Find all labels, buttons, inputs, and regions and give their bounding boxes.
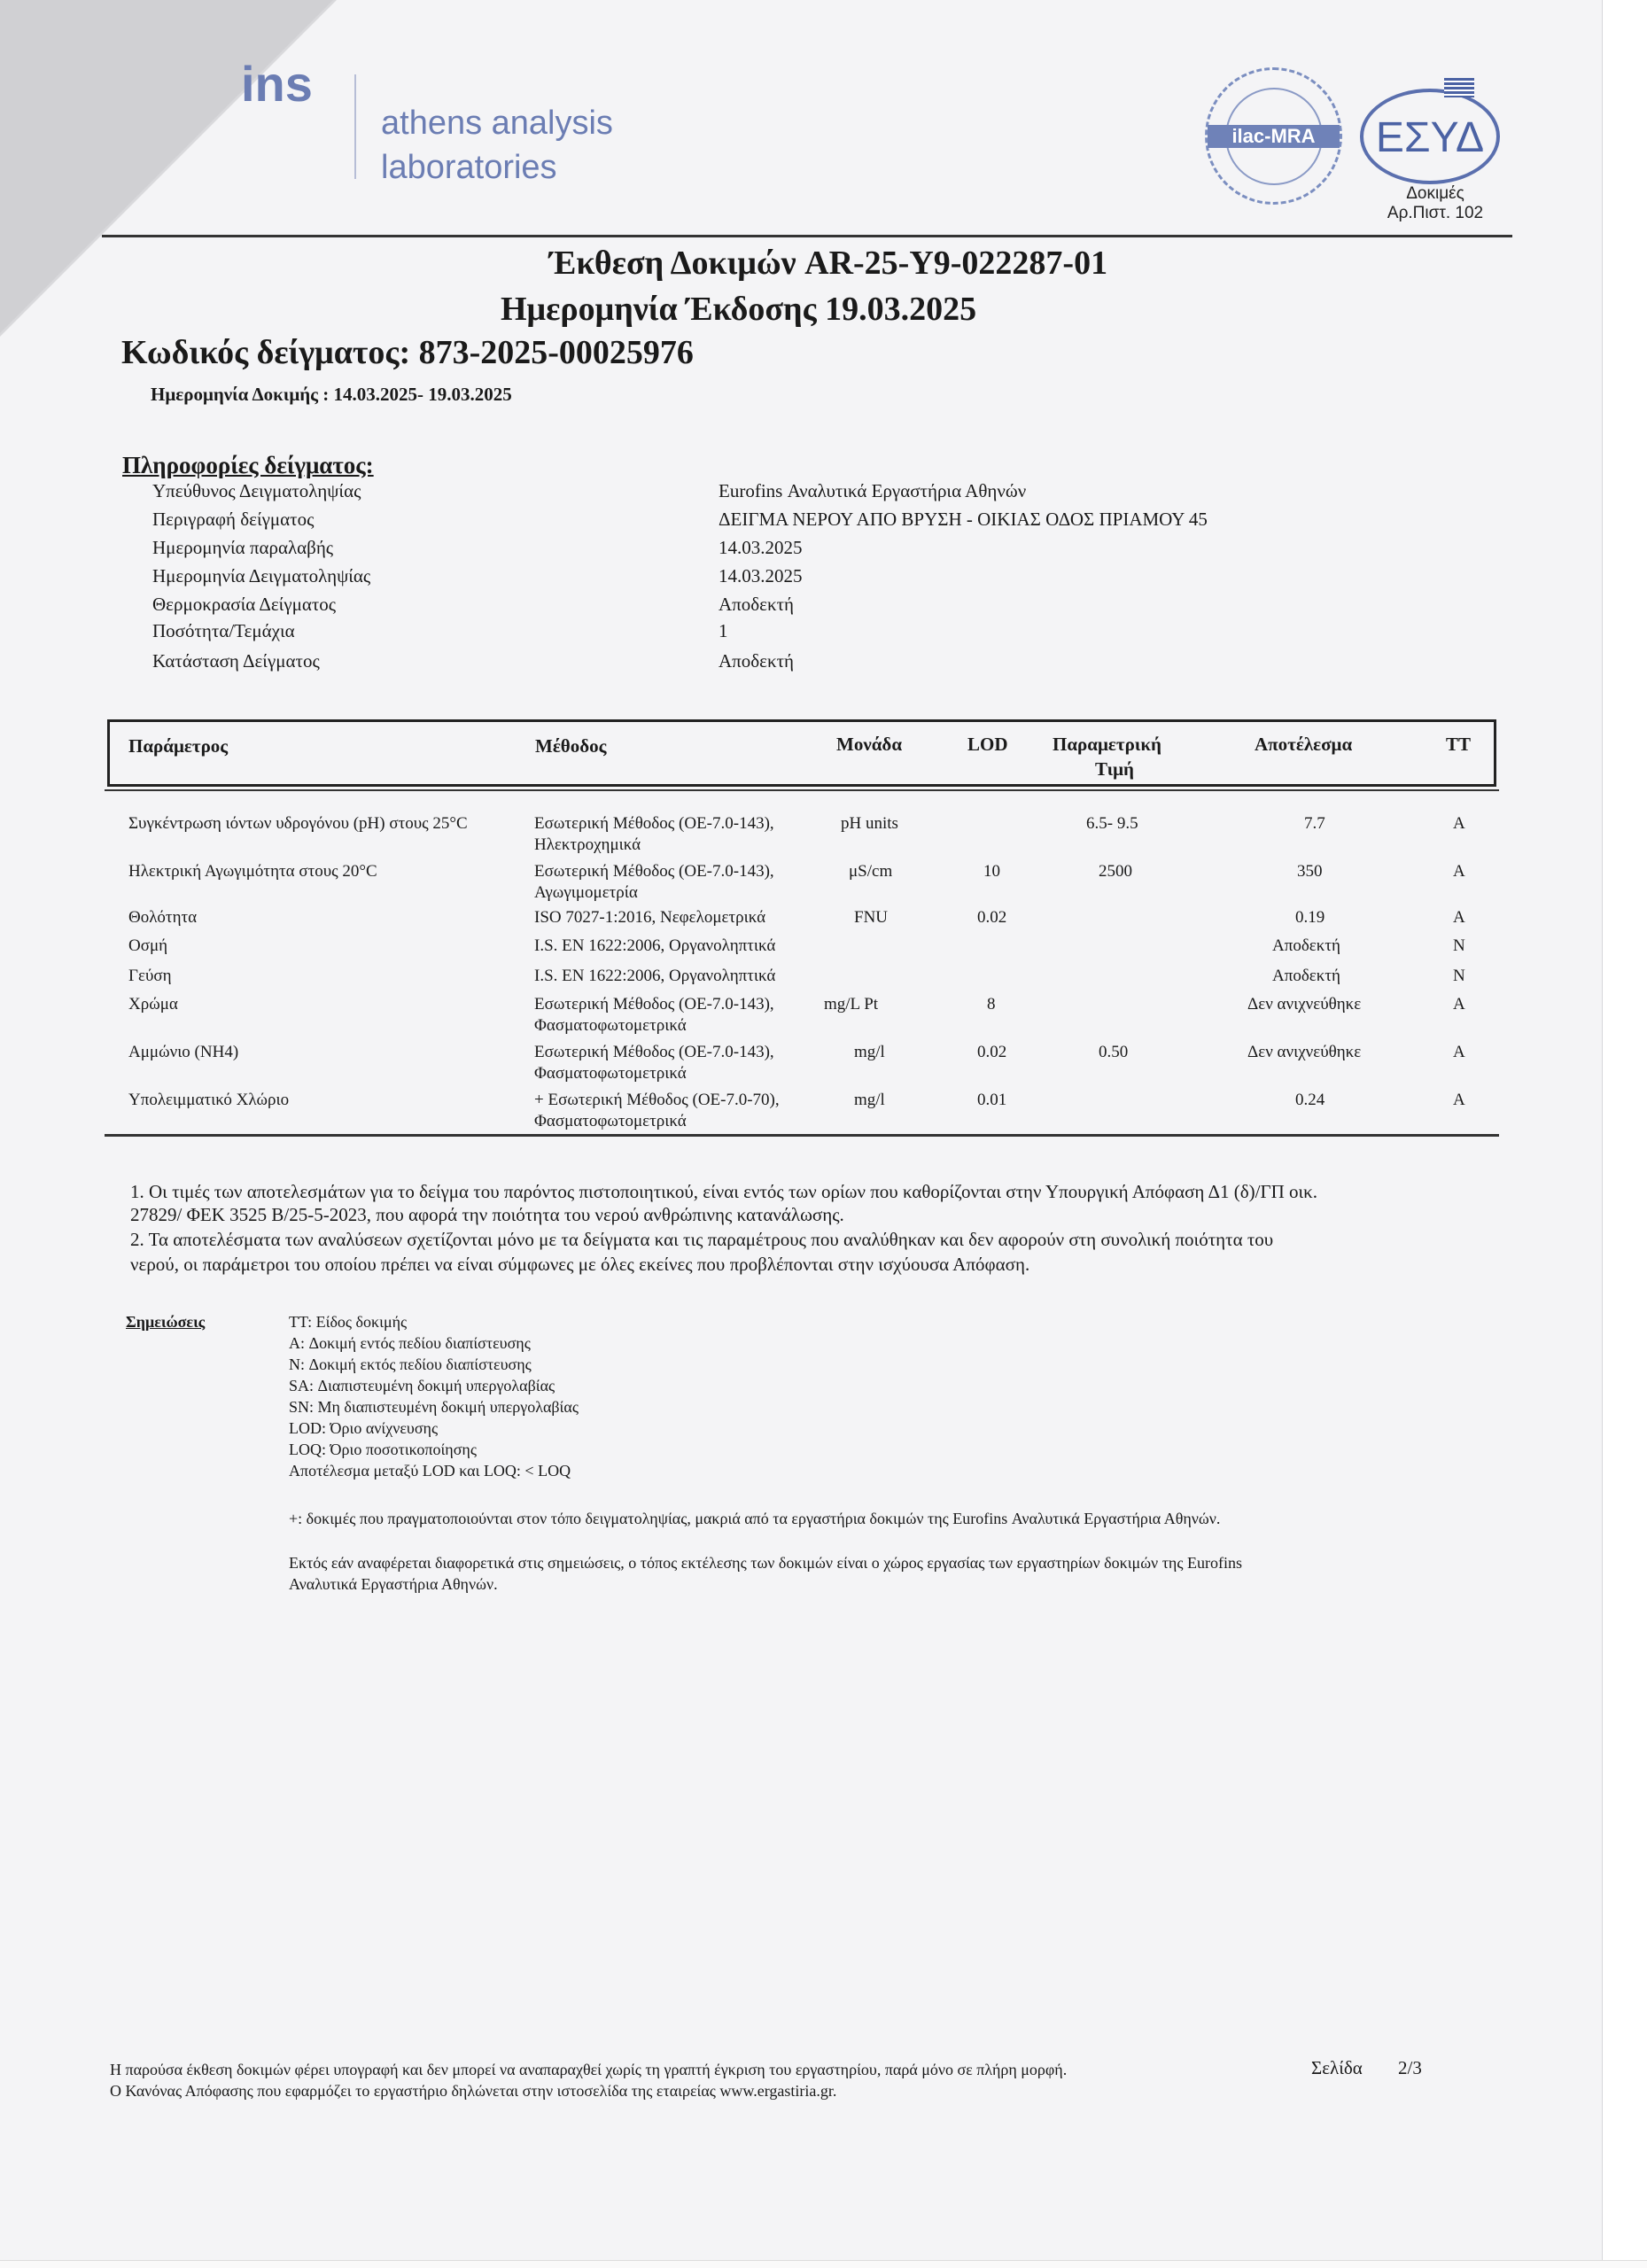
cell-parameter: Συγκέντρωση ιόντων υδρογόνου (pH) στους 25°C xyxy=(128,814,468,833)
cell-unit: FNU xyxy=(854,908,889,927)
issue-date: Ημερομηνία Έκδοσης 19.03.2025 xyxy=(501,291,977,328)
cell-parameter: Θολότητα xyxy=(128,908,198,927)
cell-parameter: Χρώμα xyxy=(128,995,178,1014)
cell-unit: mg/l xyxy=(854,1043,885,1061)
cell-lod: 0.01 xyxy=(977,1091,1007,1109)
cell-test-type: A xyxy=(1453,1091,1465,1109)
location-note-1: Εκτός εάν αναφέρεται διαφορετικά στις σημειώσεις, ο τόπος εκτέλεσης των δοκιμών είναι ο χώρος εργασίας των εργαστηρίων δοκιμών της Eurofins xyxy=(289,1554,1242,1572)
cell-method: I.S. EN 1622:2006, Οργανοληπτικά xyxy=(534,936,776,955)
info-value: Eurofins Αναλυτικά Εργαστήρια Αθηνών xyxy=(719,480,1027,501)
info-value: 14.03.2025 xyxy=(719,537,803,558)
conclusion-line-1: 1. Οι τιμές των αποτελεσμάτων για το δείγμα του παρόντος πιστοποιητικού, είναι εντός των ορίων που καθορίζονται στην Υπουργική Απόφαση Δ1 (δ)/ΓΠ οικ. xyxy=(130,1181,1318,1202)
note-item: LOD: Όριο ανίχνευσης xyxy=(289,1419,439,1437)
brand-logo-text: ins xyxy=(241,56,313,112)
brand-line-1: athens analysis xyxy=(381,105,613,142)
cell-parametric-value: 0.50 xyxy=(1099,1043,1129,1061)
accreditation-label: Δοκιμές xyxy=(1406,184,1464,203)
sample-info-heading: Πληροφορίες δείγματος: xyxy=(122,452,374,478)
scan-edge xyxy=(1602,0,1647,2268)
cell-result: 7.7 xyxy=(1304,814,1325,833)
cell-parameter: Γεύση xyxy=(128,967,172,985)
cell-result: 350 xyxy=(1297,862,1323,881)
brand-line-2: laboratories xyxy=(381,149,557,186)
notes-label: Σημειώσεις xyxy=(126,1313,206,1331)
info-value: ΔΕΙΓΜΑ ΝΕΡΟΥ ΑΠΟ ΒΡΥΣΗ - ΟΙΚΙΑΣ ΟΔΟΣ ΠΡΙΑΜΟΥ 45 xyxy=(719,509,1208,530)
cell-method: Εσωτερική Μέθοδος (ΟΕ-7.0-143), xyxy=(534,995,774,1014)
note-item: Αποτέλεσμα μεταξύ LOD και LOQ: < LOQ xyxy=(289,1462,571,1480)
cell-method: + Εσωτερική Μέθοδος (ΟΕ-7.0-70), xyxy=(534,1091,780,1109)
info-value: 1 xyxy=(719,620,728,641)
info-label: Θερμοκρασία Δείγματος xyxy=(152,594,337,615)
page-label: Σελίδα xyxy=(1311,2057,1363,2078)
col-header-result: Αποτέλεσμα xyxy=(1255,734,1353,755)
cell-lod: 0.02 xyxy=(977,908,1007,927)
cell-parametric-value: 2500 xyxy=(1099,862,1132,881)
cell-test-type: N xyxy=(1453,936,1465,955)
accreditation-number: Αρ.Πιστ. 102 xyxy=(1387,204,1484,222)
note-item: N: Δοκιμή εκτός πεδίου διαπίστευσης xyxy=(289,1355,532,1373)
info-value: Αποδεκτή xyxy=(719,594,794,615)
cell-method-2: Φασματοφωτομετρικά xyxy=(534,1112,687,1130)
col-header-lod: LOD xyxy=(967,734,1008,755)
cell-result: 0.19 xyxy=(1295,908,1325,927)
greek-flag-icon xyxy=(1444,78,1474,97)
cell-lod: 8 xyxy=(987,995,996,1014)
conclusion-line-3: 2. Τα αποτελέσματα των αναλύσεων σχετίζονται μόνο με τα δείγματα και τις παραμέτρους που αναλύθηκαν και δεν αφορούν στη συνολική ποιότητα του xyxy=(130,1229,1274,1250)
cell-lod: 0.02 xyxy=(977,1043,1007,1061)
cell-unit: mg/l xyxy=(854,1091,885,1109)
table-bottom-rule xyxy=(105,1134,1499,1137)
note-item: A: Δοκιμή εντός πεδίου διαπίστευσης xyxy=(289,1334,531,1352)
info-value: 14.03.2025 xyxy=(719,565,803,586)
cell-test-type: A xyxy=(1453,908,1465,927)
cell-method: Εσωτερική Μέθοδος (ΟΕ-7.0-143), xyxy=(534,1043,774,1061)
note-item: LOQ: Όριο ποσοτικοποίησης xyxy=(289,1441,477,1458)
brand-divider xyxy=(354,74,356,179)
report-title: Έκθεση Δοκιμών AR-25-Y9-022287-01 xyxy=(549,245,1108,282)
page-number: 2/3 xyxy=(1398,2057,1422,2078)
note-item: SA: Διαπιστευμένη δοκιμή υπεργολαβίας xyxy=(289,1377,555,1394)
cell-result: Δεν ανιχνεύθηκε xyxy=(1247,995,1362,1014)
col-header-test-type: ΤΤ xyxy=(1446,734,1472,755)
onsite-tests-note: +: δοκιμές που πραγματοποιούνται στον τόπο δειγματοληψίας, μακριά από τα εργαστήρια δοκιμών της Eurofins Αναλυτικά Εργαστήρια Αθηνών. xyxy=(289,1510,1221,1527)
conclusion-line-2: 27829/ ΦΕΚ 3525 Β/25-5-2023, που αφορά την ποιότητα του νερού ανθρώπινης κατανάλωσης. xyxy=(130,1204,844,1225)
info-label: Ποσότητα/Τεμάχια xyxy=(152,620,295,641)
info-label: Κατάσταση Δείγματος xyxy=(152,650,320,672)
footer-line-1: Η παρούσα έκθεση δοκιμών φέρει υπογραφή και δεν μπορεί να αναπαραχθεί χωρίς τη γραπτή έγκριση του εργαστηρίου, παρά μόνο σε πλήρη μορφή. xyxy=(110,2061,1068,2078)
col-header-parametric-value: Παραμετρική xyxy=(1053,734,1161,755)
ilac-logo-text: ilac-MRA xyxy=(1208,125,1340,148)
col-header-unit: Μονάδα xyxy=(836,734,903,755)
info-label: Υπεύθυνος Δειγματοληψίας xyxy=(152,480,361,501)
cell-method: Εσωτερική Μέθοδος (ΟΕ-7.0-143), xyxy=(534,814,774,833)
cell-method: I.S. EN 1622:2006, Οργανοληπτικά xyxy=(534,967,776,985)
cell-method: Εσωτερική Μέθοδος (ΟΕ-7.0-143), xyxy=(534,862,774,881)
cell-method-2: Φασματοφωτομετρικά xyxy=(534,1016,687,1035)
test-date: Ημερομηνία Δοκιμής : 14.03.2025- 19.03.2025 xyxy=(151,384,512,405)
cell-method-2: Ηλεκτροχημικά xyxy=(534,835,641,854)
esyd-logo-text: ΕΣΥΔ xyxy=(1375,114,1485,161)
note-item: ΤΤ: Είδος δοκιμής xyxy=(289,1313,408,1331)
footer-line-2: Ο Κανόνας Απόφασης που εφαρμόζει το εργαστήριο δηλώνεται στην ιστοσελίδα της εταιρείας www.ergastiria.gr. xyxy=(110,2082,837,2100)
esyd-logo xyxy=(1360,89,1500,184)
cell-method-2: Αγωγιμομετρία xyxy=(534,883,638,902)
cell-result: Δεν ανιχνεύθηκε xyxy=(1247,1043,1362,1061)
cell-parametric-value: 6.5- 9.5 xyxy=(1086,814,1138,833)
cell-method-2: Φασματοφωτομετρικά xyxy=(534,1064,687,1083)
cell-unit: pH units xyxy=(841,814,898,833)
header-rule xyxy=(102,235,1512,237)
cell-parameter: Υπολειμματικό Χλώριο xyxy=(128,1091,290,1109)
note-item: SN: Μη διαπιστευμένη δοκιμή υπεργολαβίας xyxy=(289,1398,579,1416)
cell-test-type: A xyxy=(1453,814,1465,833)
cell-result: Αποδεκτή xyxy=(1272,967,1340,985)
sample-code: Κωδικός δείγματος: 873-2025-00025976 xyxy=(121,334,694,371)
cell-result: 0.24 xyxy=(1295,1091,1325,1109)
cell-test-type: A xyxy=(1453,995,1465,1014)
scan-edge-bottom xyxy=(0,2260,1647,2268)
info-value: Αποδεκτή xyxy=(719,650,794,672)
cell-test-type: N xyxy=(1453,967,1465,985)
info-label: Περιγραφή δείγματος xyxy=(152,509,315,530)
cell-parameter: Αμμώνιο (NH4) xyxy=(128,1043,239,1061)
cell-method: ISO 7027-1:2016, Νεφελομετρικά xyxy=(534,908,766,927)
col-header-parametric-value-2: Τιμή xyxy=(1095,758,1134,780)
cell-unit: μS/cm xyxy=(849,862,893,881)
col-header-parameter: Παράμετρος xyxy=(128,735,229,757)
info-label: Ημερομηνία παραλαβής xyxy=(152,537,334,558)
location-note-2: Αναλυτικά Εργαστήρια Αθηνών. xyxy=(289,1575,498,1593)
cell-parameter: Ηλεκτρική Αγωγιμότητα στους 20°C xyxy=(128,862,377,881)
cell-test-type: A xyxy=(1453,1043,1465,1061)
ilac-mra-logo xyxy=(1205,67,1342,205)
info-label: Ημερομηνία Δειγματοληψίας xyxy=(152,565,371,586)
cell-test-type: A xyxy=(1453,862,1465,881)
col-header-method: Μέθοδος xyxy=(535,735,607,757)
folded-corner-shadow xyxy=(0,0,333,333)
conclusion-line-4: νερού, οι παράμετροι του οποίου πρέπει να είναι σύμφωνες με όλες εκείνες που προβλέπονται στην ισχύουσα Απόφαση. xyxy=(130,1254,1030,1275)
cell-result: Αποδεκτή xyxy=(1272,936,1340,955)
cell-unit: mg/L Pt xyxy=(824,995,879,1014)
table-header-rule xyxy=(105,789,1499,791)
cell-parameter: Οσμή xyxy=(128,936,168,955)
cell-lod: 10 xyxy=(983,862,1000,881)
